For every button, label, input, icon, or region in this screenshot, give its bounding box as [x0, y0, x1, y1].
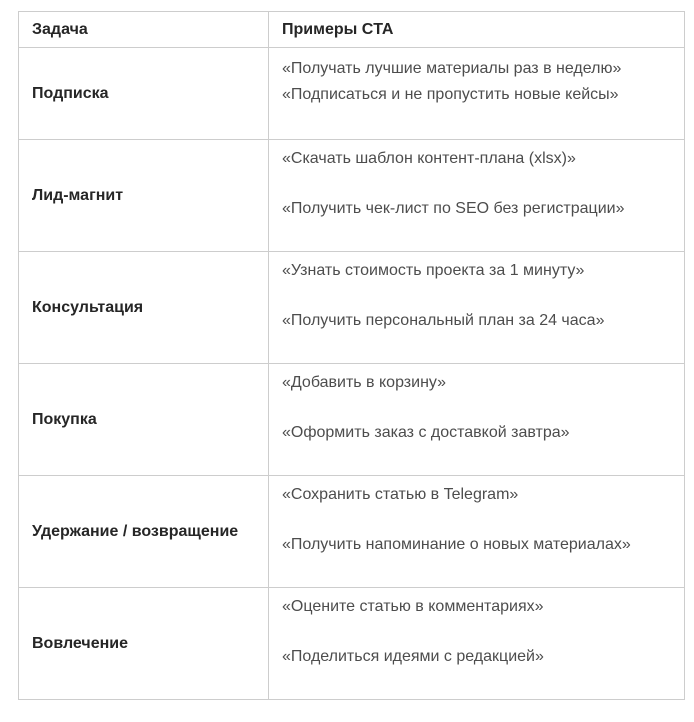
cta-example: «Получить персональный план за 24 часа»: [282, 311, 605, 329]
cta-example: «Получить чек-лист по SEO без регистрации»: [282, 199, 625, 217]
examples-cell: [269, 252, 685, 364]
task-cell: Покупка: [19, 364, 269, 476]
examples-cell: [269, 588, 685, 700]
task-cell: Консультация: [19, 252, 269, 364]
cta-example: «Подписаться и не пропустить новые кейсы»: [282, 85, 619, 103]
examples-cell: [269, 48, 685, 140]
examples-cell: [269, 364, 685, 476]
cta-table: [18, 11, 685, 700]
table-row: [19, 588, 685, 700]
examples-cell: [269, 476, 685, 588]
table-row: [19, 48, 685, 140]
task-cell: Лид-магнит: [19, 140, 269, 252]
table-row: [19, 252, 685, 364]
cta-example: «Поделиться идеями с редакцией»: [282, 647, 544, 665]
cta-example: «Скачать шаблон контент-плана (xlsx)»: [282, 149, 576, 167]
table-row: [19, 476, 685, 588]
table-header-row: [19, 12, 685, 48]
cta-example: «Добавить в корзину»: [282, 373, 446, 391]
header-task: Задача: [19, 12, 269, 48]
cta-example: «Оформить заказ с доставкой завтра»: [282, 423, 570, 441]
header-examples: Примеры CTA: [269, 12, 685, 48]
table-row: [19, 140, 685, 252]
table-row: [19, 364, 685, 476]
cta-example: «Получать лучшие материалы раз в неделю»: [282, 59, 622, 77]
task-cell: Подписка: [19, 48, 269, 140]
cta-example: «Получить напоминание о новых материалах»: [282, 535, 631, 553]
cta-example: «Оцените статью в комментариях»: [282, 597, 544, 615]
cta-example: «Сохранить статью в Telegram»: [282, 485, 519, 503]
task-cell: Удержание / возвращение: [19, 476, 269, 588]
task-cell: Вовлечение: [19, 588, 269, 700]
cta-example: «Узнать стоимость проекта за 1 минуту»: [282, 261, 585, 279]
examples-cell: [269, 140, 685, 252]
